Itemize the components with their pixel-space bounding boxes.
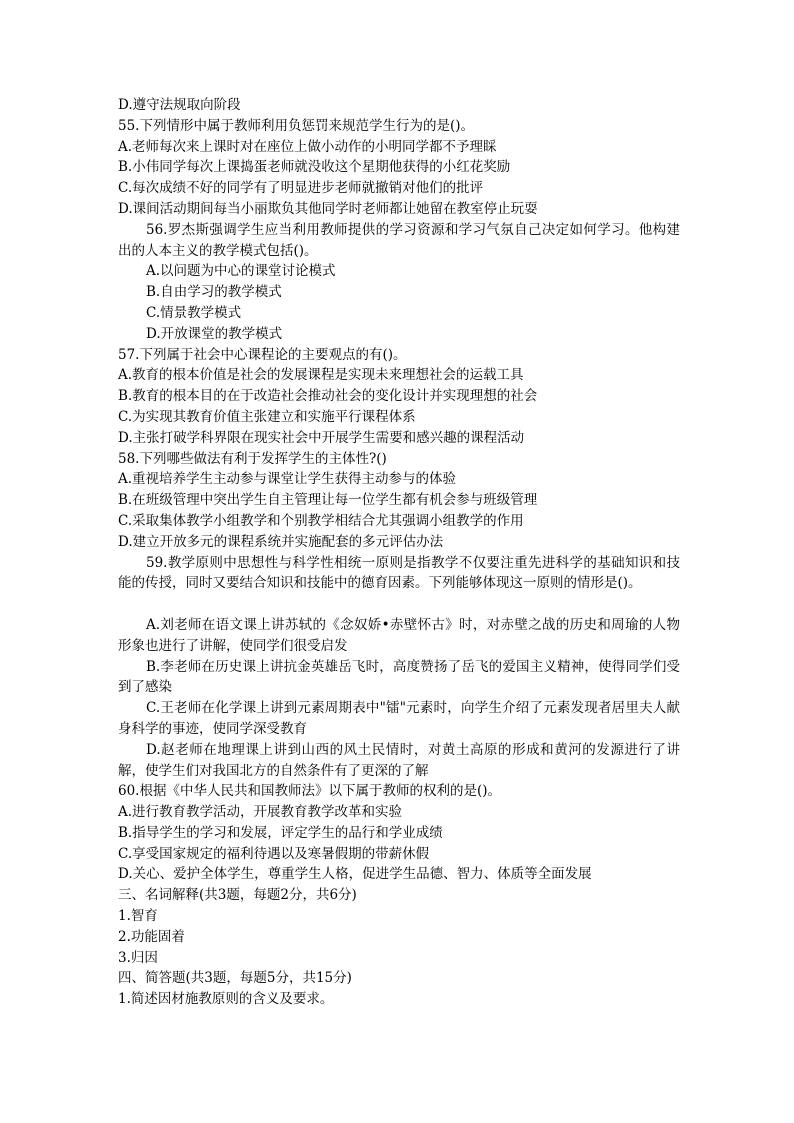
term-1: 1.智育 (118, 908, 158, 925)
option-56-b: B.自由学习的教学模式 (146, 284, 282, 301)
option-59-a: A.刘老师在语文课上讲苏轼的《念奴娇•赤壁怀古》时，对赤壁之战的历史和周瑜的人物形象也进行了讲解，使同学们很受启发 (118, 616, 680, 654)
option-56-a: A.以问题为中心的课堂讨论模式 (146, 263, 336, 280)
option-55-a: A.老师每次来上课时对在座位上做小动作的小明同学都不予理睬 (118, 138, 497, 155)
term-2: 2.功能固着 (118, 928, 185, 945)
option-57-d: D.主张打破学科界限在现实社会中开展学生需要和感兴趣的课程活动 (118, 429, 525, 446)
option-60-a: A.进行教育教学活动，开展教育教学改革和实验 (118, 804, 403, 821)
term-3: 3.归因 (118, 949, 158, 966)
option-55-b: B.小伟同学每次上课捣蛋老师就没收这个星期他获得的小红花奖励 (118, 159, 511, 176)
option-59-b: B.李老师在历史课上讲抗金英雄岳飞时，高度赞扬了岳飞的爱国主义精神，使得同学们受到了感染 (118, 658, 680, 696)
option-59-d: D.赵老师在地理课上讲到山西的风土民情时，对黄土高原的形成和黄河的发源进行了讲解，使学生们对我国北方的自然条件有了更深的了解 (118, 741, 680, 779)
option-57-b: B.教育的根本目的在于改造社会推动社会的变化设计并实现理想的社会 (118, 388, 538, 405)
document-page (118, 95, 680, 1010)
option-59-c: C.王老师在化学课上讲到元素周期表中"镭"元素时，向学生介绍了元素发现者居里夫人献身科学的事迹，使同学深受教育 (118, 700, 680, 737)
option-60-c: C.享受国家规定的福利待遇以及寒暑假期的带薪休假 (118, 845, 430, 862)
question-60: 60.根据《中华人民共和国教师法》以下属于教师的权利的是()。 (118, 783, 502, 800)
question-59: 59.教学原则中思想性与科学性相统一原则是指教学不仅要注重先进科学的基础知识和技能的传授，同时又要结合知识和技能中的德育因素。下列能够体现这一原则的情形是()。 (118, 554, 680, 592)
option-56-c: C.情景教学模式 (146, 304, 242, 321)
option-60-d: D.关心、爱护全体学生，尊重学生人格，促进学生品德、智力、体质等全面发展 (118, 866, 592, 883)
section-3-heading: 三、名词解释(共3题，每题2分，共6分) (118, 887, 357, 904)
option-57-c: C.为实现其教育价值主张建立和实施平行课程体系 (118, 408, 416, 425)
option-58-c: C.采取集体教学小组教学和个别教学相结合尤其强调小组教学的作用 (118, 512, 524, 529)
option-55-c: C.每次成绩不好的同学有了明显进步老师就撤销对他们的批评 (118, 180, 484, 197)
blank-spacer (118, 594, 680, 615)
question-57: 57.下列属于社会中心课程论的主要观点的有()。 (118, 346, 407, 363)
option-60-b: B.指导学生的学习和发展，评定学生的品行和学业成绩 (118, 824, 443, 841)
section-4-heading: 四、简答题(共3题，每题5分，共15分) (118, 970, 352, 987)
option-58-d: D.建立开放多元的课程系统并实施配套的多元评估办法 (118, 533, 444, 550)
question-56: 56.罗杰斯强调学生应当利用教师提供的学习资源和学习气氛自己决定如何学习。他构建出的人本主义的教学模式包括()。 (118, 221, 680, 259)
question-58: 58.下列哪些做法有利于发挥学生的主体性?() (118, 450, 387, 467)
short-answer-1: 1.简述因材施教原则的含义及要求。 (118, 991, 334, 1008)
option-58-a: A.重视培养学生主动参与课堂让学生获得主动参与的体验 (118, 471, 457, 488)
option-55-d: D.课间活动期间每当小丽欺负其他同学时老师都让她留在教室停止玩耍 (118, 200, 538, 217)
option-58-b: B.在班级管理中突出学生自主管理让每一位学生都有机会参与班级管理 (118, 492, 538, 509)
question-55: 55.下列情形中属于教师利用负惩罚来规范学生行为的是()。 (118, 117, 475, 134)
option-56-d: D.开放课堂的教学模式 (146, 325, 283, 342)
option-57-a: A.教育的根本价值是社会的发展课程是实现未来理想社会的运载工具 (118, 367, 524, 384)
option-54-d: D.遵守法规取向阶段 (118, 97, 241, 113)
